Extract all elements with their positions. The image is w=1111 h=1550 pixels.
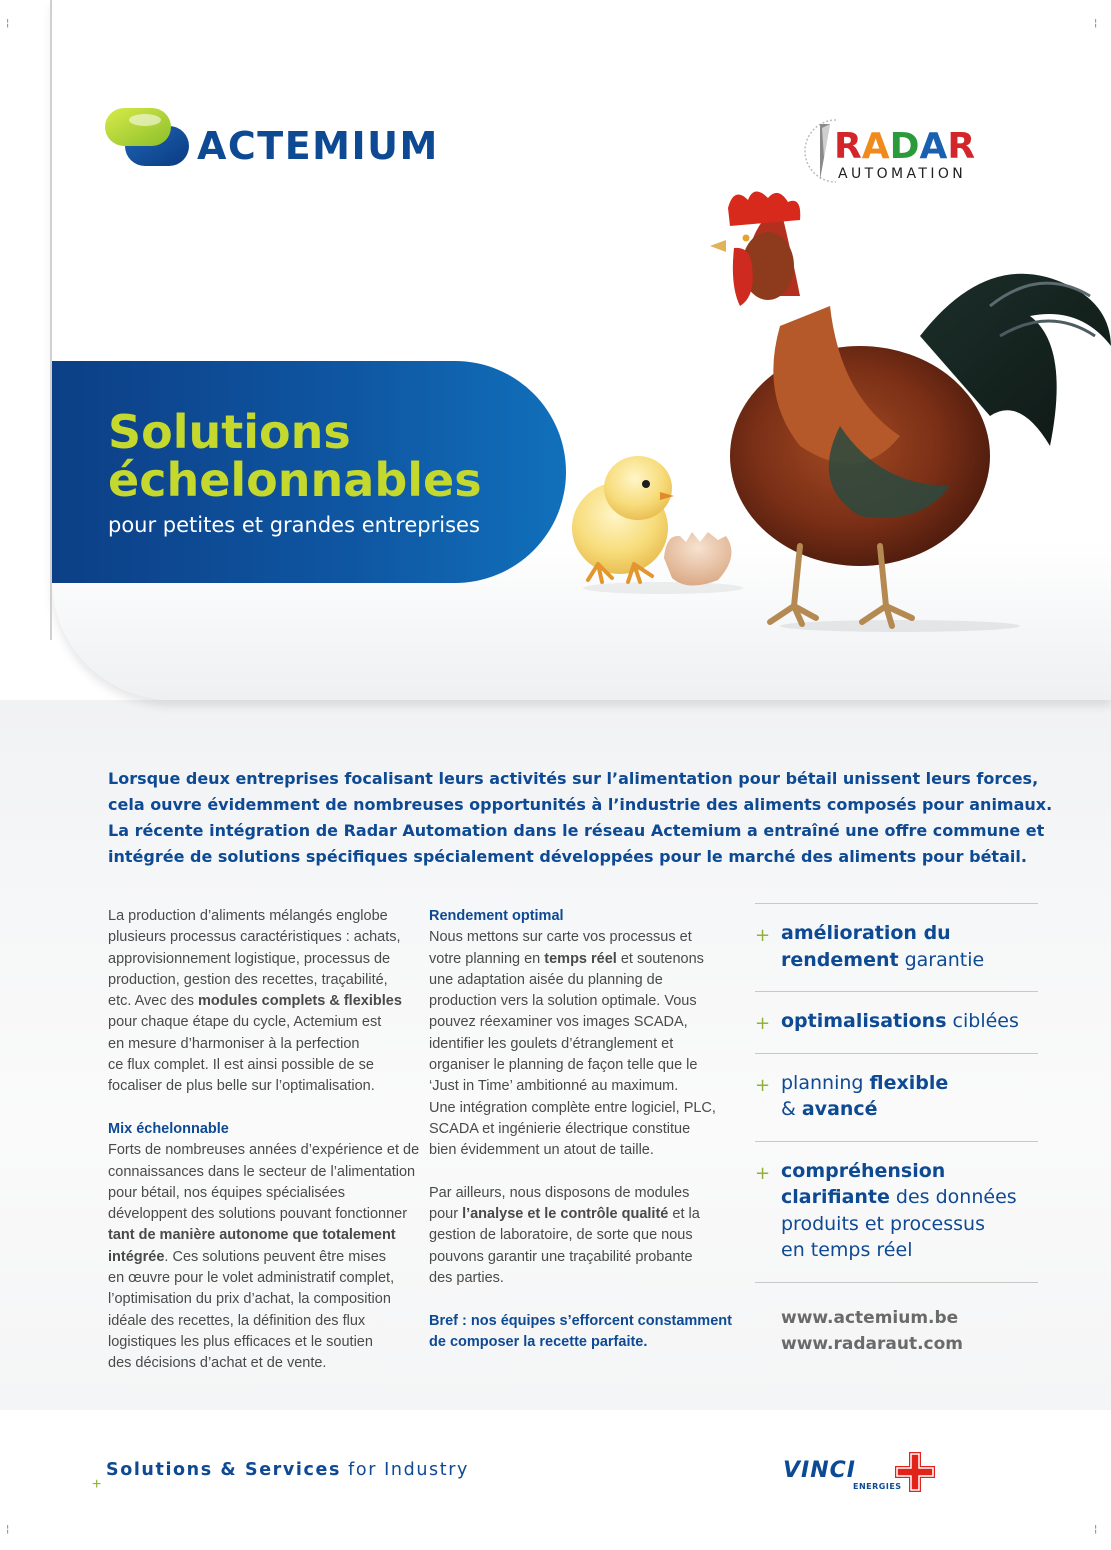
actemium-logo-text: ACTEMIUM <box>197 124 439 168</box>
plus-icon: + <box>755 925 771 946</box>
text-line: Par ailleurs, nous disposons de modules <box>429 1184 690 1201</box>
text-line: pouvez réexaminer vos images SCADA, <box>429 1014 688 1031</box>
actemium-logo-icon <box>105 108 191 168</box>
text-line: intégrée. Ces solutions peuvent être mises <box>108 1248 387 1265</box>
text-line: focaliser de plus belle sur l’optimalisation. <box>108 1078 375 1095</box>
crop-mark: ¦ <box>6 1524 10 1535</box>
text-line: Une intégration complète entre logiciel, PLC, <box>429 1099 716 1116</box>
plus-icon: + <box>92 1476 102 1493</box>
text-line: plusieurs processus caractéristiques : achats, <box>108 929 401 946</box>
text-line: pouvons garantir une traçabilité probante <box>429 1248 693 1265</box>
radar-automation-logo <box>790 118 990 188</box>
vinci-logo-subtext: ENERGIES <box>853 1482 902 1491</box>
vinci-logo-text: VINCI <box>783 1458 856 1483</box>
text-line: en mesure d’harmoniser à la perfection <box>108 1035 360 1052</box>
intro-paragraph <box>108 766 1053 870</box>
url-actemium[interactable]: www.actemium.be <box>781 1308 959 1328</box>
actemium-logo <box>105 108 495 172</box>
benefits-list <box>755 903 1038 1283</box>
text-line: approvisionnement logistique, processus de <box>108 950 391 967</box>
title-line-1: Solutions <box>108 405 351 459</box>
text-column-1 <box>108 906 418 1375</box>
radar-logo-text: RADAR <box>834 126 976 167</box>
text-line: votre planning en temps réel et soutenons <box>429 950 704 967</box>
text-line: en œuvre pour le volet administratif complet, <box>108 1270 395 1287</box>
crop-mark: ¦ <box>6 18 10 29</box>
intro-line: La récente intégration de Radar Automation dans le réseau Actemium a entraîné une offre commune et <box>108 821 1045 840</box>
intro-line: intégrée de solutions spécifiques spécialement développées pour le marché des aliments pour bétail. <box>108 847 1027 866</box>
text-line: pour l’analyse et le contrôle qualité et la <box>429 1206 700 1223</box>
text-line: Forts de nombreuses années d’expérience et de <box>108 1142 420 1159</box>
text-line: etc. Avec des modules complets & flexibles <box>108 993 402 1010</box>
benefit-item-rendement: + amélioration du rendement garantie <box>755 903 1038 991</box>
plus-icon: + <box>755 1013 771 1034</box>
footer-tagline: Solutions & Services for Industry <box>106 1460 469 1480</box>
radar-logo-subtext: AUTOMATION <box>838 166 967 182</box>
text-line: développent des solutions pouvant fonctionner <box>108 1206 408 1223</box>
text-line: La production d’aliments mélangés englobe <box>108 908 388 924</box>
radar-logo-icon <box>790 118 838 184</box>
text-line: production, gestion des recettes, traçabilité, <box>108 971 388 988</box>
plus-icon: + <box>755 1162 771 1184</box>
closing-highlight: de composer la recette parfaite. <box>429 1333 648 1350</box>
text-line: l’optimisation du prix d’achat, la composition <box>108 1291 391 1308</box>
text-line: pour chaque étape du cycle, Actemium est <box>108 1014 382 1031</box>
rooster-image <box>690 186 1111 636</box>
intro-line: Lorsque deux entreprises focalisant leurs activités sur l’alimentation pour bétail unissent leurs forces, <box>108 769 1039 788</box>
section-heading-rendement: Rendement optimal <box>429 908 564 924</box>
text-line: des parties. <box>429 1270 504 1287</box>
vinci-energies-logo <box>783 1450 943 1494</box>
text-line: bien évidemment un atout de taille. <box>429 1142 654 1159</box>
text-line: ‘Just in Time’ ambitionné au maximum. <box>429 1078 679 1095</box>
text-line: identifier les goulets d’étranglement et <box>429 1035 674 1052</box>
text-line: organiser le planning de façon telle que le <box>429 1057 698 1074</box>
text-line: idéale des recettes, la définition des flux <box>108 1312 366 1329</box>
crop-mark: ¦ <box>1094 1524 1098 1535</box>
text-line: ce flux complet. Il est ainsi possible de se <box>108 1057 374 1074</box>
section-heading-mix: Mix échelonnable <box>108 1120 229 1137</box>
text-line: pour bétail, nos équipes spécialisées <box>108 1184 345 1201</box>
subtitle: pour petites et grandes entreprises <box>108 513 480 537</box>
text-line: des décisions d’achat et de vente. <box>108 1355 327 1372</box>
website-links <box>781 1305 963 1357</box>
text-line: une adaptation aisée du planning de <box>429 971 663 988</box>
intro-line: cela ouvre évidemment de nombreuses opportunités à l’industrie des aliments composés pour animaux. <box>108 795 1053 814</box>
url-radaraut[interactable]: www.radaraut.com <box>781 1334 963 1354</box>
text-line: SCADA et ingénierie électrique constitue <box>429 1120 691 1137</box>
footer-background <box>0 1410 1111 1550</box>
text-line: logistiques les plus efficaces et le soutien <box>108 1333 373 1350</box>
text-column-2 <box>429 906 739 1353</box>
benefit-item-optimalisations: + optimalisations ciblées <box>755 991 1038 1053</box>
text-line: gestion de laboratoire, de sorte que nous <box>429 1227 693 1244</box>
text-line: Nous mettons sur carte vos processus et <box>429 929 692 946</box>
benefit-item-planning: + planning flexible & avancé <box>755 1053 1038 1141</box>
plus-icon: + <box>755 1074 771 1096</box>
text-line: tant de manière autonome que totalement <box>108 1227 396 1244</box>
title-line-2: échelonnables <box>108 453 482 507</box>
benefit-item-comprehension: + compréhension clarifiante des données produits et processus en temps réel <box>755 1141 1038 1282</box>
text-line: production vers la solution optimale. Vous <box>429 993 697 1010</box>
text-line: connaissances dans le secteur de l’alimentation <box>108 1163 416 1180</box>
vinci-cross-icon <box>893 1450 937 1494</box>
divider <box>755 1282 1038 1283</box>
title-banner <box>52 361 566 583</box>
closing-highlight: Bref : nos équipes s’efforcent constamment <box>429 1312 732 1329</box>
crop-mark: ¦ <box>1094 18 1098 29</box>
